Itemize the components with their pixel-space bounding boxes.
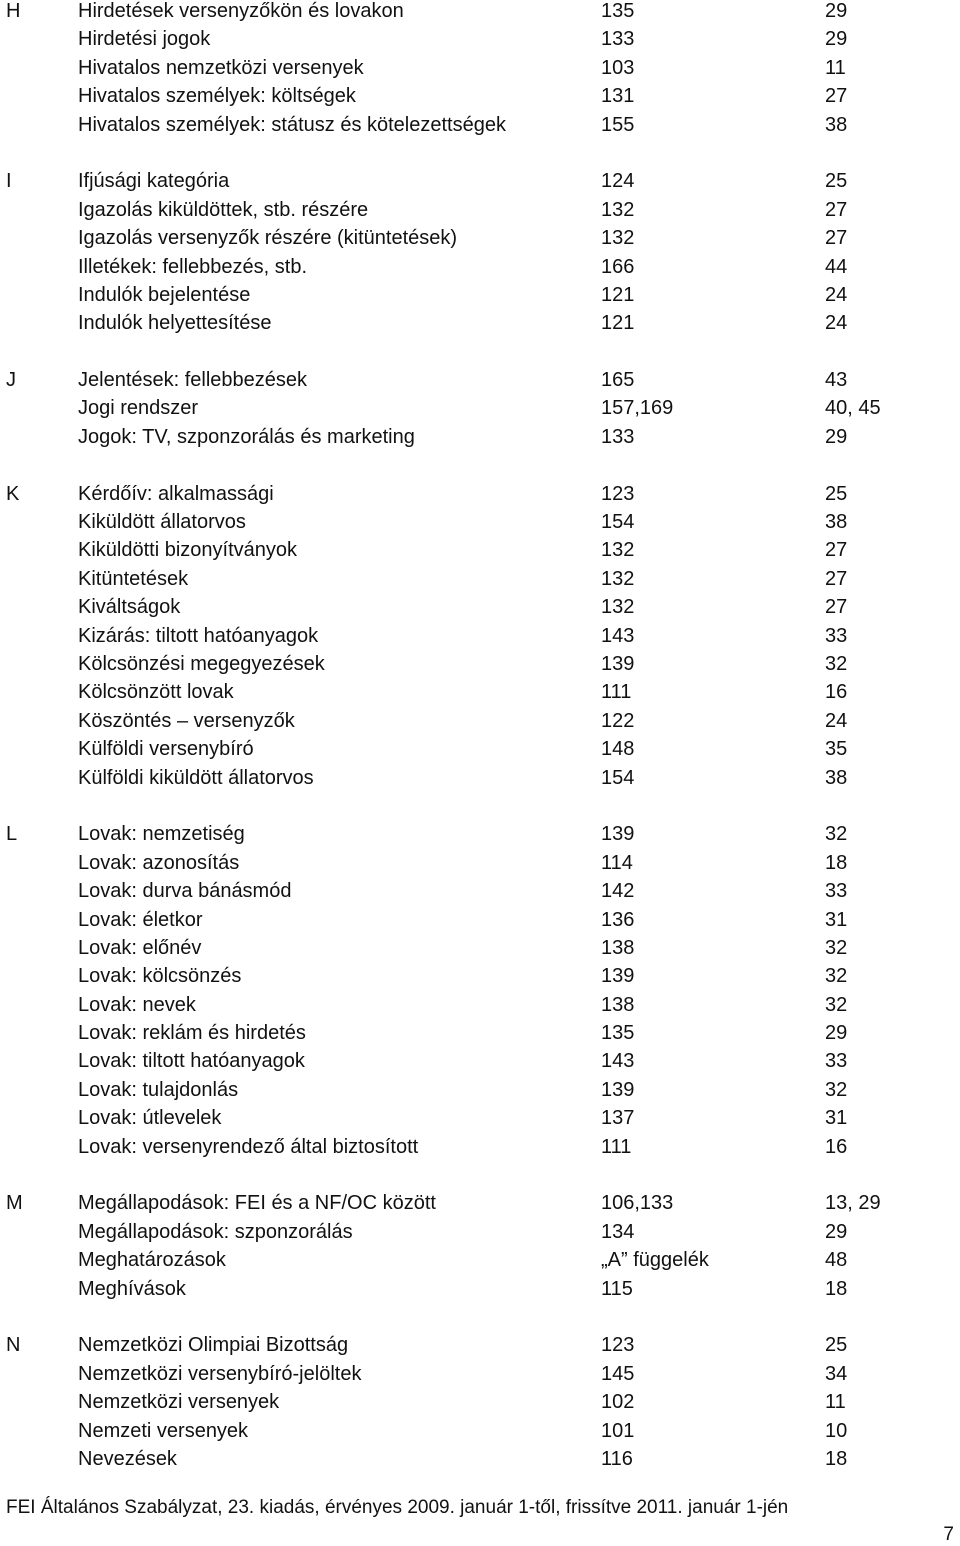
entry-paragraph: 133 bbox=[601, 425, 635, 448]
index-entry bbox=[0, 1022, 960, 1050]
index-entry bbox=[0, 369, 960, 397]
entry-paragraph: 157,169 bbox=[601, 397, 674, 420]
entry-page: 25 bbox=[825, 170, 848, 193]
entry-paragraph: 135 bbox=[601, 0, 635, 22]
entry-term: Kölcsönzött lovak bbox=[78, 681, 234, 704]
entry-term: Külföldi versenybíró bbox=[78, 738, 254, 761]
index-entry bbox=[0, 909, 960, 937]
entry-paragraph: 132 bbox=[601, 567, 635, 590]
index-group bbox=[0, 483, 960, 795]
entry-paragraph: 123 bbox=[601, 482, 635, 505]
entry-term: Nemzeti versenyek bbox=[78, 1419, 249, 1442]
entry-term: Hirdetési jogok bbox=[78, 28, 211, 51]
entry-paragraph: 137 bbox=[601, 1107, 635, 1130]
entry-term: Megállapodások: FEI és a NF/OC között bbox=[78, 1192, 436, 1215]
section-letter: H bbox=[6, 0, 21, 22]
index-entry bbox=[0, 596, 960, 624]
entry-paragraph: 154 bbox=[601, 766, 635, 789]
index-entry bbox=[0, 937, 960, 965]
entry-term: Lovak: azonosítás bbox=[78, 851, 240, 874]
entry-term: Igazolás kiküldöttek, stb. részére bbox=[78, 198, 369, 221]
entry-page: 32 bbox=[825, 993, 848, 1016]
entry-paragraph: 103 bbox=[601, 56, 635, 79]
entry-term: Kérdőív: alkalmassági bbox=[78, 482, 274, 505]
index-entry bbox=[0, 681, 960, 709]
entry-term: Kitüntetések bbox=[78, 567, 189, 590]
entry-term: Meghívások bbox=[78, 1277, 186, 1300]
entry-page: 38 bbox=[825, 766, 848, 789]
entry-paragraph: 139 bbox=[601, 652, 635, 675]
index-entry bbox=[0, 511, 960, 539]
entry-paragraph: 134 bbox=[601, 1220, 635, 1243]
entry-page: 48 bbox=[825, 1249, 848, 1272]
index-entry bbox=[0, 653, 960, 681]
entry-page: 33 bbox=[825, 1050, 848, 1073]
entry-page: 13, 29 bbox=[825, 1192, 881, 1215]
entry-paragraph: 135 bbox=[601, 1022, 635, 1045]
entry-term: Lovak: durva bánásmód bbox=[78, 880, 292, 903]
index-group bbox=[0, 1192, 960, 1306]
entry-term: Meghatározások bbox=[78, 1249, 226, 1272]
entry-paragraph: 143 bbox=[601, 624, 635, 647]
index-entry bbox=[0, 426, 960, 454]
entry-term: Külföldi kiküldött állatorvos bbox=[78, 766, 314, 789]
entry-term: Lovak: útlevelek bbox=[78, 1107, 222, 1130]
entry-term: Igazolás versenyzők részére (kitüntetések) bbox=[78, 227, 458, 250]
entry-term: Hivatalos személyek: státusz és kötelezettségek bbox=[78, 113, 506, 136]
entry-paragraph: 121 bbox=[601, 283, 635, 306]
section-letter: J bbox=[6, 369, 16, 392]
entry-term: Indulók bejelentése bbox=[78, 283, 251, 306]
entry-term: Indulók helyettesítése bbox=[78, 312, 272, 335]
entry-term: Lovak: reklám és hirdetés bbox=[78, 1022, 306, 1045]
index-entry bbox=[0, 965, 960, 993]
index-entry bbox=[0, 85, 960, 113]
entry-paragraph: 143 bbox=[601, 1050, 635, 1073]
entry-paragraph: 166 bbox=[601, 255, 635, 278]
entry-page: 31 bbox=[825, 1107, 848, 1130]
entry-page: 27 bbox=[825, 596, 848, 619]
entry-page: 29 bbox=[825, 1220, 848, 1243]
entry-paragraph: 111 bbox=[601, 681, 632, 704]
entry-page: 35 bbox=[825, 738, 848, 761]
entry-page: 32 bbox=[825, 1078, 848, 1101]
entry-page: 18 bbox=[825, 851, 848, 874]
entry-paragraph: 139 bbox=[601, 823, 635, 846]
entry-term: Kiküldött állatorvos bbox=[78, 511, 246, 534]
entry-term: Kiváltságok bbox=[78, 596, 181, 619]
entry-page: 43 bbox=[825, 369, 848, 392]
entry-page: 10 bbox=[825, 1419, 848, 1442]
index-entry bbox=[0, 1221, 960, 1249]
entry-paragraph: 123 bbox=[601, 1334, 635, 1357]
index-entry bbox=[0, 256, 960, 284]
entry-paragraph: 111 bbox=[601, 1135, 632, 1158]
entry-paragraph: 122 bbox=[601, 709, 635, 732]
entry-paragraph: 139 bbox=[601, 965, 635, 988]
index-entry bbox=[0, 568, 960, 596]
section-letter: K bbox=[6, 482, 20, 505]
section-letter: L bbox=[6, 823, 18, 846]
entry-page: 27 bbox=[825, 198, 848, 221]
entry-page: 38 bbox=[825, 511, 848, 534]
entry-paragraph: 154 bbox=[601, 511, 635, 534]
entry-page: 34 bbox=[825, 1362, 848, 1385]
index-entry bbox=[0, 1363, 960, 1391]
entry-paragraph: 115 bbox=[601, 1277, 633, 1300]
entry-term: Hivatalos nemzetközi versenyek bbox=[78, 56, 364, 79]
entry-paragraph: 132 bbox=[601, 596, 635, 619]
index-entry bbox=[0, 994, 960, 1022]
entry-paragraph: 124 bbox=[601, 170, 635, 193]
entry-term: Kizárás: tiltott hatóanyagok bbox=[78, 624, 319, 647]
entry-term: Megállapodások: szponzorálás bbox=[78, 1220, 353, 1243]
entry-page: 27 bbox=[825, 227, 848, 250]
entry-paragraph: 139 bbox=[601, 1078, 635, 1101]
entry-paragraph: 131 bbox=[601, 85, 635, 108]
entry-paragraph: 165 bbox=[601, 369, 635, 392]
entry-paragraph: 132 bbox=[601, 539, 635, 562]
entry-paragraph: 148 bbox=[601, 738, 635, 761]
entry-page: 24 bbox=[825, 709, 848, 732]
entry-page: 40, 45 bbox=[825, 397, 881, 420]
entry-paragraph: 132 bbox=[601, 227, 635, 250]
entry-term: Jelentések: fellebbezések bbox=[78, 369, 308, 392]
entry-paragraph: 106,133 bbox=[601, 1192, 674, 1215]
entry-page: 38 bbox=[825, 113, 848, 136]
entry-page: 16 bbox=[825, 681, 848, 704]
index-entry bbox=[0, 880, 960, 908]
index-entry bbox=[0, 1391, 960, 1419]
entry-term: Kiküldötti bizonyítványok bbox=[78, 539, 298, 562]
entry-paragraph: 138 bbox=[601, 936, 635, 959]
entry-term: Jogok: TV, szponzorálás és marketing bbox=[78, 425, 415, 448]
index-entry bbox=[0, 227, 960, 255]
entry-term: Lovak: előnév bbox=[78, 936, 202, 959]
entry-page: 25 bbox=[825, 1334, 848, 1357]
entry-paragraph: „A” függelék bbox=[601, 1249, 709, 1272]
index-entry bbox=[0, 28, 960, 56]
entry-term: Lovak: nevek bbox=[78, 993, 196, 1016]
entry-paragraph: 132 bbox=[601, 198, 635, 221]
page-number: 7 bbox=[943, 1524, 954, 1545]
entry-paragraph: 136 bbox=[601, 908, 635, 931]
entry-term: Lovak: kölcsönzés bbox=[78, 965, 242, 988]
index-entry bbox=[0, 1420, 960, 1448]
index-entry bbox=[0, 539, 960, 567]
index-entry bbox=[0, 57, 960, 85]
entry-term: Jogi rendszer bbox=[78, 397, 199, 420]
entry-term: Nemzetközi versenybíró-jelöltek bbox=[78, 1362, 362, 1385]
entry-page: 27 bbox=[825, 85, 848, 108]
index-entry bbox=[0, 312, 960, 340]
entry-page: 18 bbox=[825, 1277, 848, 1300]
entry-paragraph: 114 bbox=[601, 851, 633, 874]
entry-term: Nevezések bbox=[78, 1447, 177, 1470]
index-entry bbox=[0, 738, 960, 766]
entry-term: Hirdetések versenyzőkön és lovakon bbox=[78, 0, 404, 22]
entry-page: 29 bbox=[825, 0, 848, 22]
entry-term: Kölcsönzési megegyezések bbox=[78, 652, 325, 675]
entry-page: 31 bbox=[825, 908, 848, 931]
entry-term: Lovak: életkor bbox=[78, 908, 203, 931]
entry-page: 27 bbox=[825, 567, 848, 590]
index-entry bbox=[0, 1107, 960, 1135]
index-entry bbox=[0, 170, 960, 198]
entry-paragraph: 155 bbox=[601, 113, 635, 136]
index-entry bbox=[0, 284, 960, 312]
entry-paragraph: 145 bbox=[601, 1362, 635, 1385]
entry-term: Illetékek: fellebbezés, stb. bbox=[78, 255, 308, 278]
entry-term: Nemzetközi versenyek bbox=[78, 1391, 280, 1414]
section-letter: M bbox=[6, 1192, 23, 1215]
index-entry bbox=[0, 1448, 960, 1476]
entry-page: 32 bbox=[825, 965, 848, 988]
entry-term: Ifjúsági kategória bbox=[78, 170, 230, 193]
entry-page: 27 bbox=[825, 539, 848, 562]
index-entry bbox=[0, 1136, 960, 1164]
index-entry bbox=[0, 1278, 960, 1306]
entry-page: 32 bbox=[825, 823, 848, 846]
index-entry bbox=[0, 852, 960, 880]
index-group bbox=[0, 1334, 960, 1476]
index-entry bbox=[0, 0, 960, 28]
footer-text: FEI Általános Szabályzat, 23. kiadás, érvényes 2009. január 1-től, frissítve 2011. január 1-jén bbox=[6, 1497, 789, 1518]
entry-paragraph: 101 bbox=[601, 1419, 635, 1442]
index-entry bbox=[0, 114, 960, 142]
entry-page: 33 bbox=[825, 880, 848, 903]
entry-page: 44 bbox=[825, 255, 848, 278]
entry-paragraph: 133 bbox=[601, 28, 635, 51]
entry-page: 25 bbox=[825, 482, 848, 505]
entry-page: 29 bbox=[825, 28, 848, 51]
index-entry bbox=[0, 710, 960, 738]
entry-page: 11 bbox=[825, 1391, 846, 1414]
entry-page: 18 bbox=[825, 1447, 848, 1470]
entry-paragraph: 121 bbox=[601, 312, 635, 335]
index-group bbox=[0, 823, 960, 1164]
entry-term: Lovak: versenyrendező által biztosított bbox=[78, 1135, 419, 1158]
entry-page: 32 bbox=[825, 936, 848, 959]
index-group bbox=[0, 170, 960, 340]
entry-page: 29 bbox=[825, 425, 848, 448]
entry-term: Lovak: nemzetiség bbox=[78, 823, 245, 846]
index-group bbox=[0, 0, 960, 142]
index-entry bbox=[0, 1192, 960, 1220]
index-entry bbox=[0, 1079, 960, 1107]
entry-paragraph: 102 bbox=[601, 1391, 635, 1414]
entry-paragraph: 116 bbox=[601, 1447, 633, 1470]
entry-page: 33 bbox=[825, 624, 848, 647]
entry-paragraph: 142 bbox=[601, 880, 635, 903]
entry-page: 16 bbox=[825, 1135, 848, 1158]
index-entry bbox=[0, 767, 960, 795]
entry-term: Köszöntés – versenyzők bbox=[78, 709, 295, 732]
entry-page: 24 bbox=[825, 312, 848, 335]
section-letter: I bbox=[6, 170, 12, 193]
index-group bbox=[0, 369, 960, 454]
entry-page: 11 bbox=[825, 56, 846, 79]
index-entry bbox=[0, 625, 960, 653]
entry-page: 32 bbox=[825, 652, 848, 675]
entry-page: 24 bbox=[825, 283, 848, 306]
index-entry bbox=[0, 1334, 960, 1362]
index-entry bbox=[0, 199, 960, 227]
entry-paragraph: 138 bbox=[601, 993, 635, 1016]
index-entry bbox=[0, 397, 960, 425]
index-entry bbox=[0, 483, 960, 511]
entry-term: Lovak: tulajdonlás bbox=[78, 1078, 239, 1101]
entry-term: Nemzetközi Olimpiai Bizottság bbox=[78, 1334, 349, 1357]
index-entry bbox=[0, 823, 960, 851]
index-entry bbox=[0, 1249, 960, 1277]
index-entry bbox=[0, 1050, 960, 1078]
entry-term: Hivatalos személyek: költségek bbox=[78, 85, 356, 108]
entry-term: Lovak: tiltott hatóanyagok bbox=[78, 1050, 305, 1073]
entry-page: 29 bbox=[825, 1022, 848, 1045]
section-letter: N bbox=[6, 1334, 21, 1357]
